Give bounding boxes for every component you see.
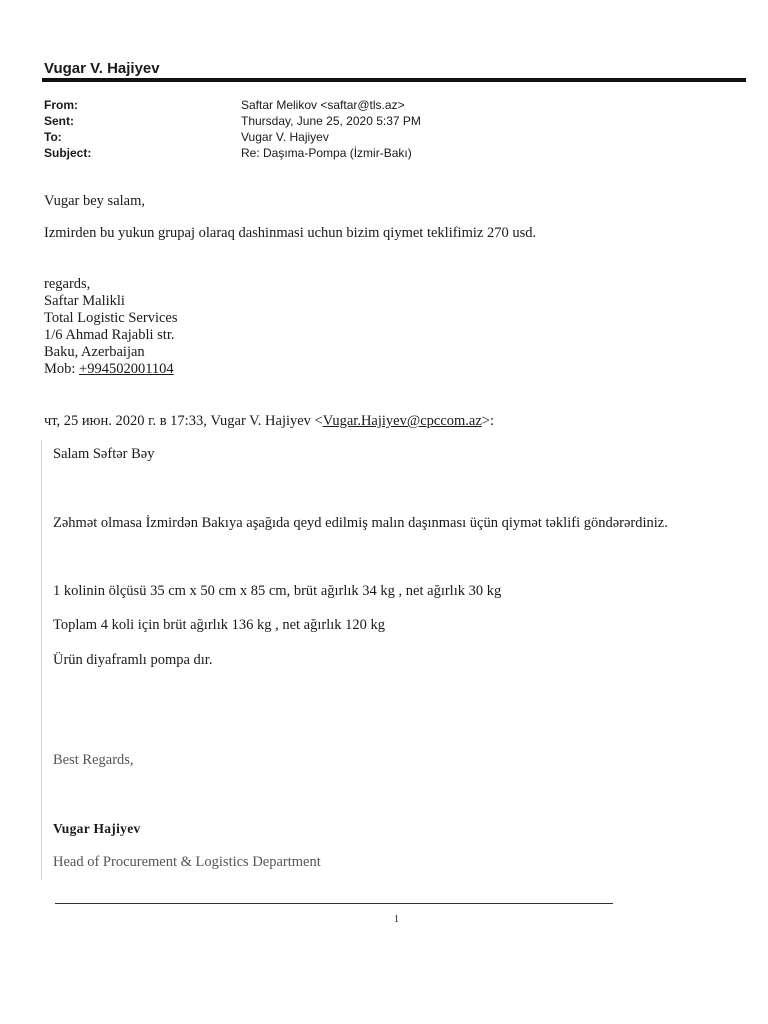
- original-greeting: Salam Səftər Bəy: [53, 446, 155, 462]
- signature-name: Saftar Malikli: [44, 293, 125, 309]
- from-value: Saftar Melikov <saftar@tls.az>: [241, 98, 405, 112]
- signature-address-2: Baku, Azerbaijan: [44, 344, 145, 360]
- reply-body: Izmirden bu yukun grupaj olaraq dashinmasi uchun bizim qiymet teklifimiz 270 usd.: [44, 225, 537, 241]
- to-label: To:: [44, 130, 62, 144]
- quote-header-prefix: чт, 25 июн. 2020 г. в 17:33, Vugar V. Hajiyev <: [44, 413, 323, 429]
- original-sender-name: Vugar Hajiyev: [53, 821, 141, 836]
- signature-address-1: 1/6 Ahmad Rajabli str.: [44, 327, 175, 343]
- subject-label: Subject:: [44, 146, 92, 160]
- mobile-number-link[interactable]: +994502001104: [79, 361, 174, 377]
- quote-email-link[interactable]: Vugar.Hajiyev@cpccom.az: [322, 413, 482, 429]
- sent-value: Thursday, June 25, 2020 5:37 PM: [241, 114, 421, 128]
- original-total-line: Toplam 4 koli için brüt ağırlık 136 kg , net ağırlık 120 kg: [53, 617, 386, 633]
- footer-divider: [55, 903, 613, 904]
- quote-header: [44, 413, 494, 430]
- original-product-line: Ürün diyaframlı pompa dır.: [53, 652, 213, 668]
- reply-greeting: Vugar bey salam,: [44, 193, 145, 209]
- mobile-label: Mob:: [44, 361, 80, 377]
- original-closing: Best Regards,: [53, 752, 134, 768]
- original-sender-title: Head of Procurement & Logistics Department: [53, 854, 321, 870]
- subject-value: Re: Daşıma-Pompa (İzmir-Bakı): [241, 146, 412, 160]
- from-label: From:: [44, 98, 78, 112]
- signature-mobile: [44, 361, 174, 378]
- quote-bar: [41, 440, 42, 880]
- signature-company: Total Logistic Services: [44, 310, 178, 326]
- title-divider: [42, 78, 746, 82]
- original-dimensions-line: 1 kolinin ölçüsü 35 cm x 50 cm x 85 cm, brüt ağırlık 34 kg , net ağırlık 30 kg: [53, 583, 502, 599]
- original-request: Zəhmət olmasa İzmirdən Bakıya aşağıda qeyd edilmiş malın daşınması üçün qiymət təklifi göndərərdiniz.: [53, 515, 668, 531]
- signature-closing: regards,: [44, 276, 91, 292]
- page-title: Vugar V. Hajiyev: [44, 60, 160, 77]
- quote-header-suffix: >:: [481, 413, 494, 429]
- page-number: 1: [394, 914, 399, 925]
- sent-label: Sent:: [44, 114, 74, 128]
- to-value: Vugar V. Hajiyev: [241, 130, 329, 144]
